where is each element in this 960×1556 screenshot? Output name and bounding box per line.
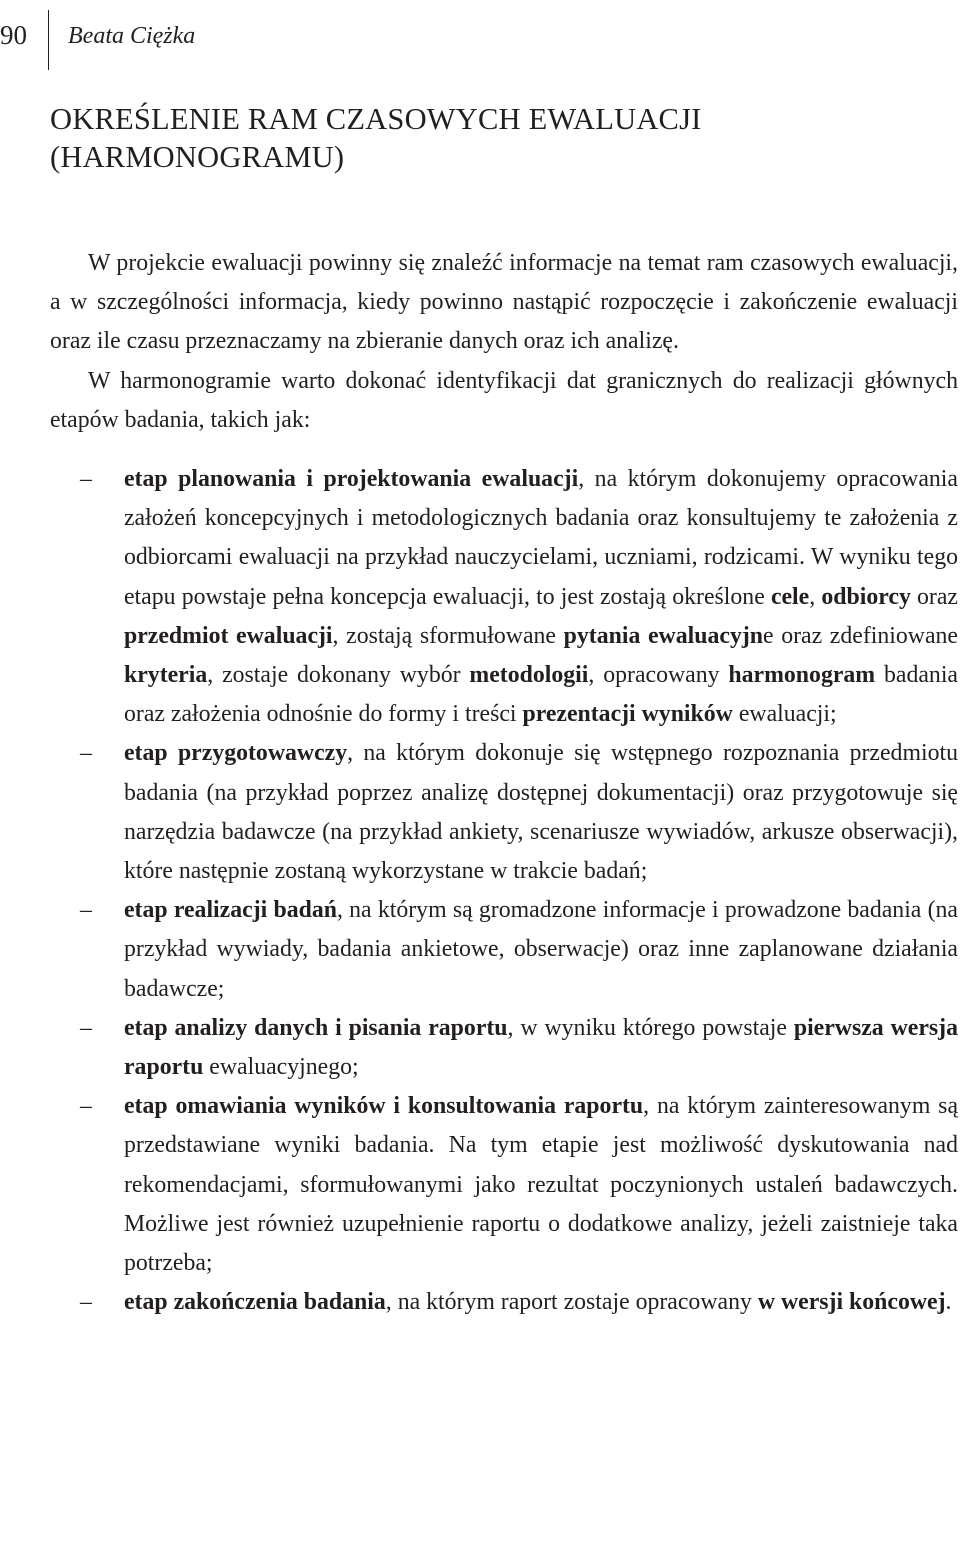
bold-term: cele <box>770 583 810 610</box>
bold-term: metodologii <box>469 662 589 689</box>
list-dash: – <box>80 740 92 767</box>
bold-term: pierwsza wersja raportu <box>124 1014 958 1081</box>
bold-term: etap zakończenia badania <box>124 1289 386 1316</box>
list-text: badania oraz założenia odnośnie do formy i treści <box>124 662 958 728</box>
list-dash: – <box>80 1093 92 1120</box>
list-item <box>50 734 958 891</box>
bold-term: etap omawiania wyników i konsultowania raportu <box>124 1093 644 1120</box>
body-text <box>50 244 958 1322</box>
bold-term: w wersji końcowej <box>757 1289 946 1316</box>
list-item <box>50 891 958 1009</box>
section-title <box>50 100 910 176</box>
list-text: , zostają sformułowane <box>332 622 564 649</box>
bold-term: etap realizacji badań <box>124 897 337 924</box>
list-text: , na którym dokonuje się wstępnego rozpoznania przedmiotu badania (na przykład poprzez analizę dostępnej dokumentacji) oraz przygotowuje się narzędzia badawcze (na przykład ankiety, scenariusze wywiadów, arkusze obserwacji), które następnie zostaną wykorzystane w trakcie badań; <box>124 740 958 885</box>
list-text: ewaluacyjnego; <box>203 1054 359 1081</box>
list-item <box>50 460 958 734</box>
list-text: oraz <box>910 583 958 610</box>
list-text: , na którym dokonujemy opracowania założeń koncepcyjnych i metodologicznych badania oraz konsultujemy te założenia z odbiorcami ewaluacji na przykład nauczycielami, uczniami, rodzicami. W wyniku tego etapu powstaje pełna koncepcja ewaluacji, to jest zostają określone <box>124 466 958 610</box>
list-dash: – <box>80 1289 92 1316</box>
paragraph-intro: W projekcie ewaluacji powinny się znaleźć informacje na temat ram czasowych ewaluacji, a w szczególności informacja, kiedy powinno nastąpić rozpoczęcie i zakończenie ewaluacji oraz ile czasu przeznaczamy na zbieranie danych oraz ich analizę. <box>50 250 958 355</box>
stages-list <box>50 460 958 1322</box>
list-item <box>50 1087 958 1283</box>
list-text: , zostaje dokonany wybór <box>207 662 470 689</box>
list-text: . <box>945 1289 952 1316</box>
bold-term: kryteria <box>124 662 208 689</box>
page-number: 90 <box>0 20 27 50</box>
bold-term: pytania ewaluacyjn <box>563 622 763 649</box>
section-title-line-2: (HARMONOGRAMU) <box>50 140 345 174</box>
list-text: , na którym zainteresowanym są przedstawiane wyniki badania. Na tym etapie jest możliwość dyskutowania nad rekomendacjami, sformułowanymi jako rezultat poczynionych ustaleń badawczych. Możliwe jest również uzupełnienie raportu o dodatkowe analizy, jeżeli zaistnieje taka potrzeba; <box>124 1093 959 1277</box>
list-text: , na którym raport zostaje opracowany <box>385 1289 758 1316</box>
section-title-line-1: OKREŚLENIE RAM CZASOWYCH EWALUACJI <box>50 102 702 136</box>
bold-term: przedmiot ewaluacji <box>124 622 333 649</box>
list-dash: – <box>80 466 92 493</box>
bold-term: etap planowania i projektowania ewaluacji <box>124 466 579 493</box>
header-divider <box>48 10 49 70</box>
list-text: , na którym są gromadzone informacje i prowadzone badania (na przykład wywiady, badania ankietowe, obserwacje) oraz inne zaplanowane działania badawcze; <box>124 897 958 1002</box>
running-head-author: Beata Ciężka <box>68 23 196 49</box>
list-text: e oraz zdefiniowane <box>763 622 958 649</box>
bold-term: etap analizy danych i pisania raportu <box>124 1014 508 1041</box>
list-text: , <box>809 583 822 610</box>
list-item <box>50 1009 958 1087</box>
list-text: , opracowany <box>588 662 729 689</box>
list-text: ewaluacji; <box>732 701 837 728</box>
page-header <box>0 8 960 72</box>
list-text: , w wyniku którego powstaje <box>507 1014 794 1041</box>
bold-term: harmonogram <box>728 662 876 689</box>
list-dash: – <box>80 1014 92 1041</box>
bold-term: prezentacji wyników <box>522 701 733 728</box>
paragraph-harmonogram: W harmonogramie warto dokonać identyfikacji dat granicznych do realizacji głównych etapów badania, takich jak: <box>50 367 958 433</box>
list-item <box>50 1283 958 1322</box>
bold-term: odbiorcy <box>821 583 911 610</box>
list-dash: – <box>80 897 92 924</box>
bold-term: etap przygotowawczy <box>124 740 348 767</box>
